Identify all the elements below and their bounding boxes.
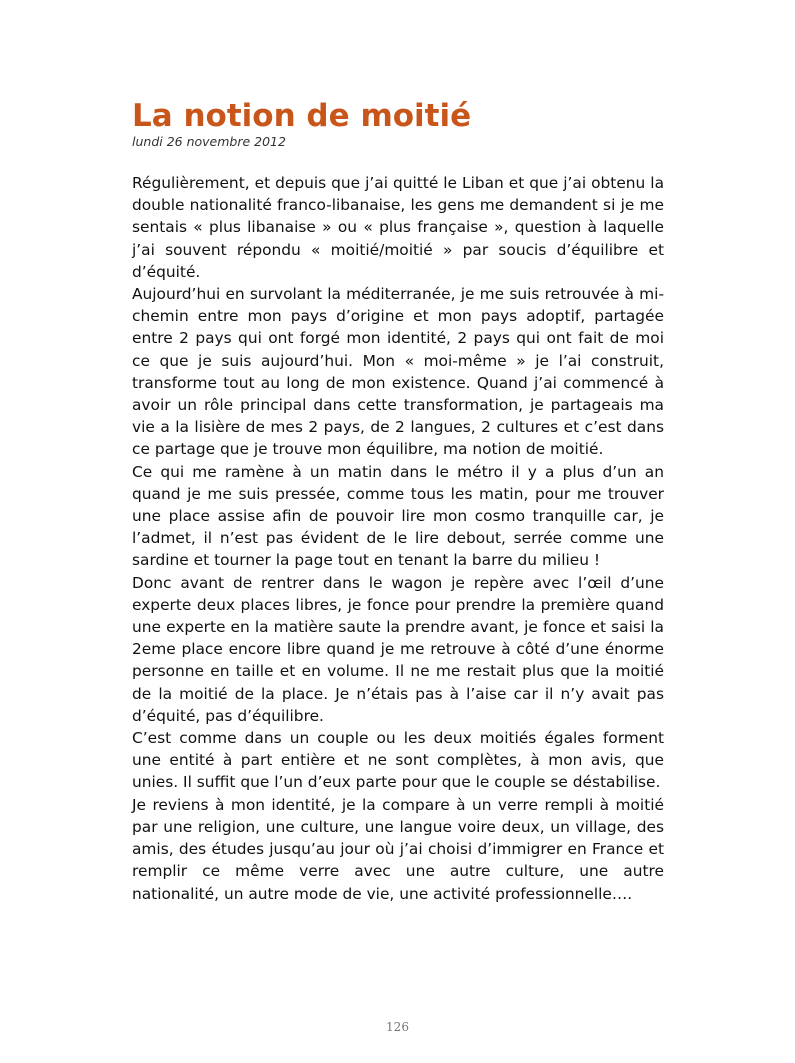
- page-title: La notion de moitié: [132, 98, 472, 134]
- paragraph: Aujourd’hui en survolant la méditerranée, je me suis retrouvée à mi-chemin entre mon pays d’origine et mon pays adoptif, partagée entre 2 pays qui ont forgé mon identité, 2 pays qui ont fait de moi ce que je suis aujourd’hui. Mon « moi-même » je l’ai construit, transforme tout au long de mon existence. Quand j’ai commencé à avoir un rôle principal dans cette transformation, je partageais ma vie a la lisière de mes 2 pays, de 2 langues, 2 cultures et c’est dans ce partage que je trouve mon équilibre, ma notion de moitié.: [132, 285, 664, 459]
- paragraph: Je reviens à mon identité, je la compare à un verre rempli à moitié par une religion, une culture, une langue voire deux, un village, des amis, des études jusqu’au jour où j’ai choisi d’immigrer en France et remplir ce même verre avec une autre culture, une autre nationalité, un autre mode de vie, une activité professionnelle….: [132, 795, 664, 903]
- paragraph: Ce qui me ramène à un matin dans le métro il y a plus d’un an quand je me suis pressée, comme tous les matin, pour me trouver une place assise afin de pouvoir lire mon cosmo tranquille car, je l’admet, il n’est pas évident de le lire debout, serrée comme une sardine et tourner la page tout en tenant la barre du milieu !: [132, 462, 664, 570]
- paragraph: C’est comme dans un couple ou les deux moitiés égales forment une entité à part entière et ne sont complètes, à mon avis, que unies. Il suffit que l’un d’eux parte pour que le couple se déstabilise.: [132, 729, 664, 792]
- post-date: lundi 26 novembre 2012: [132, 134, 286, 149]
- paragraph: Donc avant de rentrer dans le wagon je repère avec l’œil d’une experte deux places libres, je fonce pour prendre la première quand une experte en la matière saute la prendre avant, je fonce et saisi la 2eme place encore libre quand je me retrouve à côté d’une énorme personne en taille et en volume. Il ne me restait plus que la moitié de la moitié de la place. Je n’étais pas à l’aise car il n’y avait pas d’équité, pas d’équilibre.: [132, 573, 664, 725]
- paragraph: Régulièrement, et depuis que j’ai quitté le Liban et que j’ai obtenu la double nationalité franco-libanaise, les gens me demandent si je me sentais « plus libanaise » ou « plus française », question à laquelle j’ai souvent répondu « moitié/moitié » par soucis d’équilibre et d’équité.: [132, 174, 664, 281]
- article-body: [132, 172, 664, 905]
- page-number: 126: [386, 1020, 409, 1034]
